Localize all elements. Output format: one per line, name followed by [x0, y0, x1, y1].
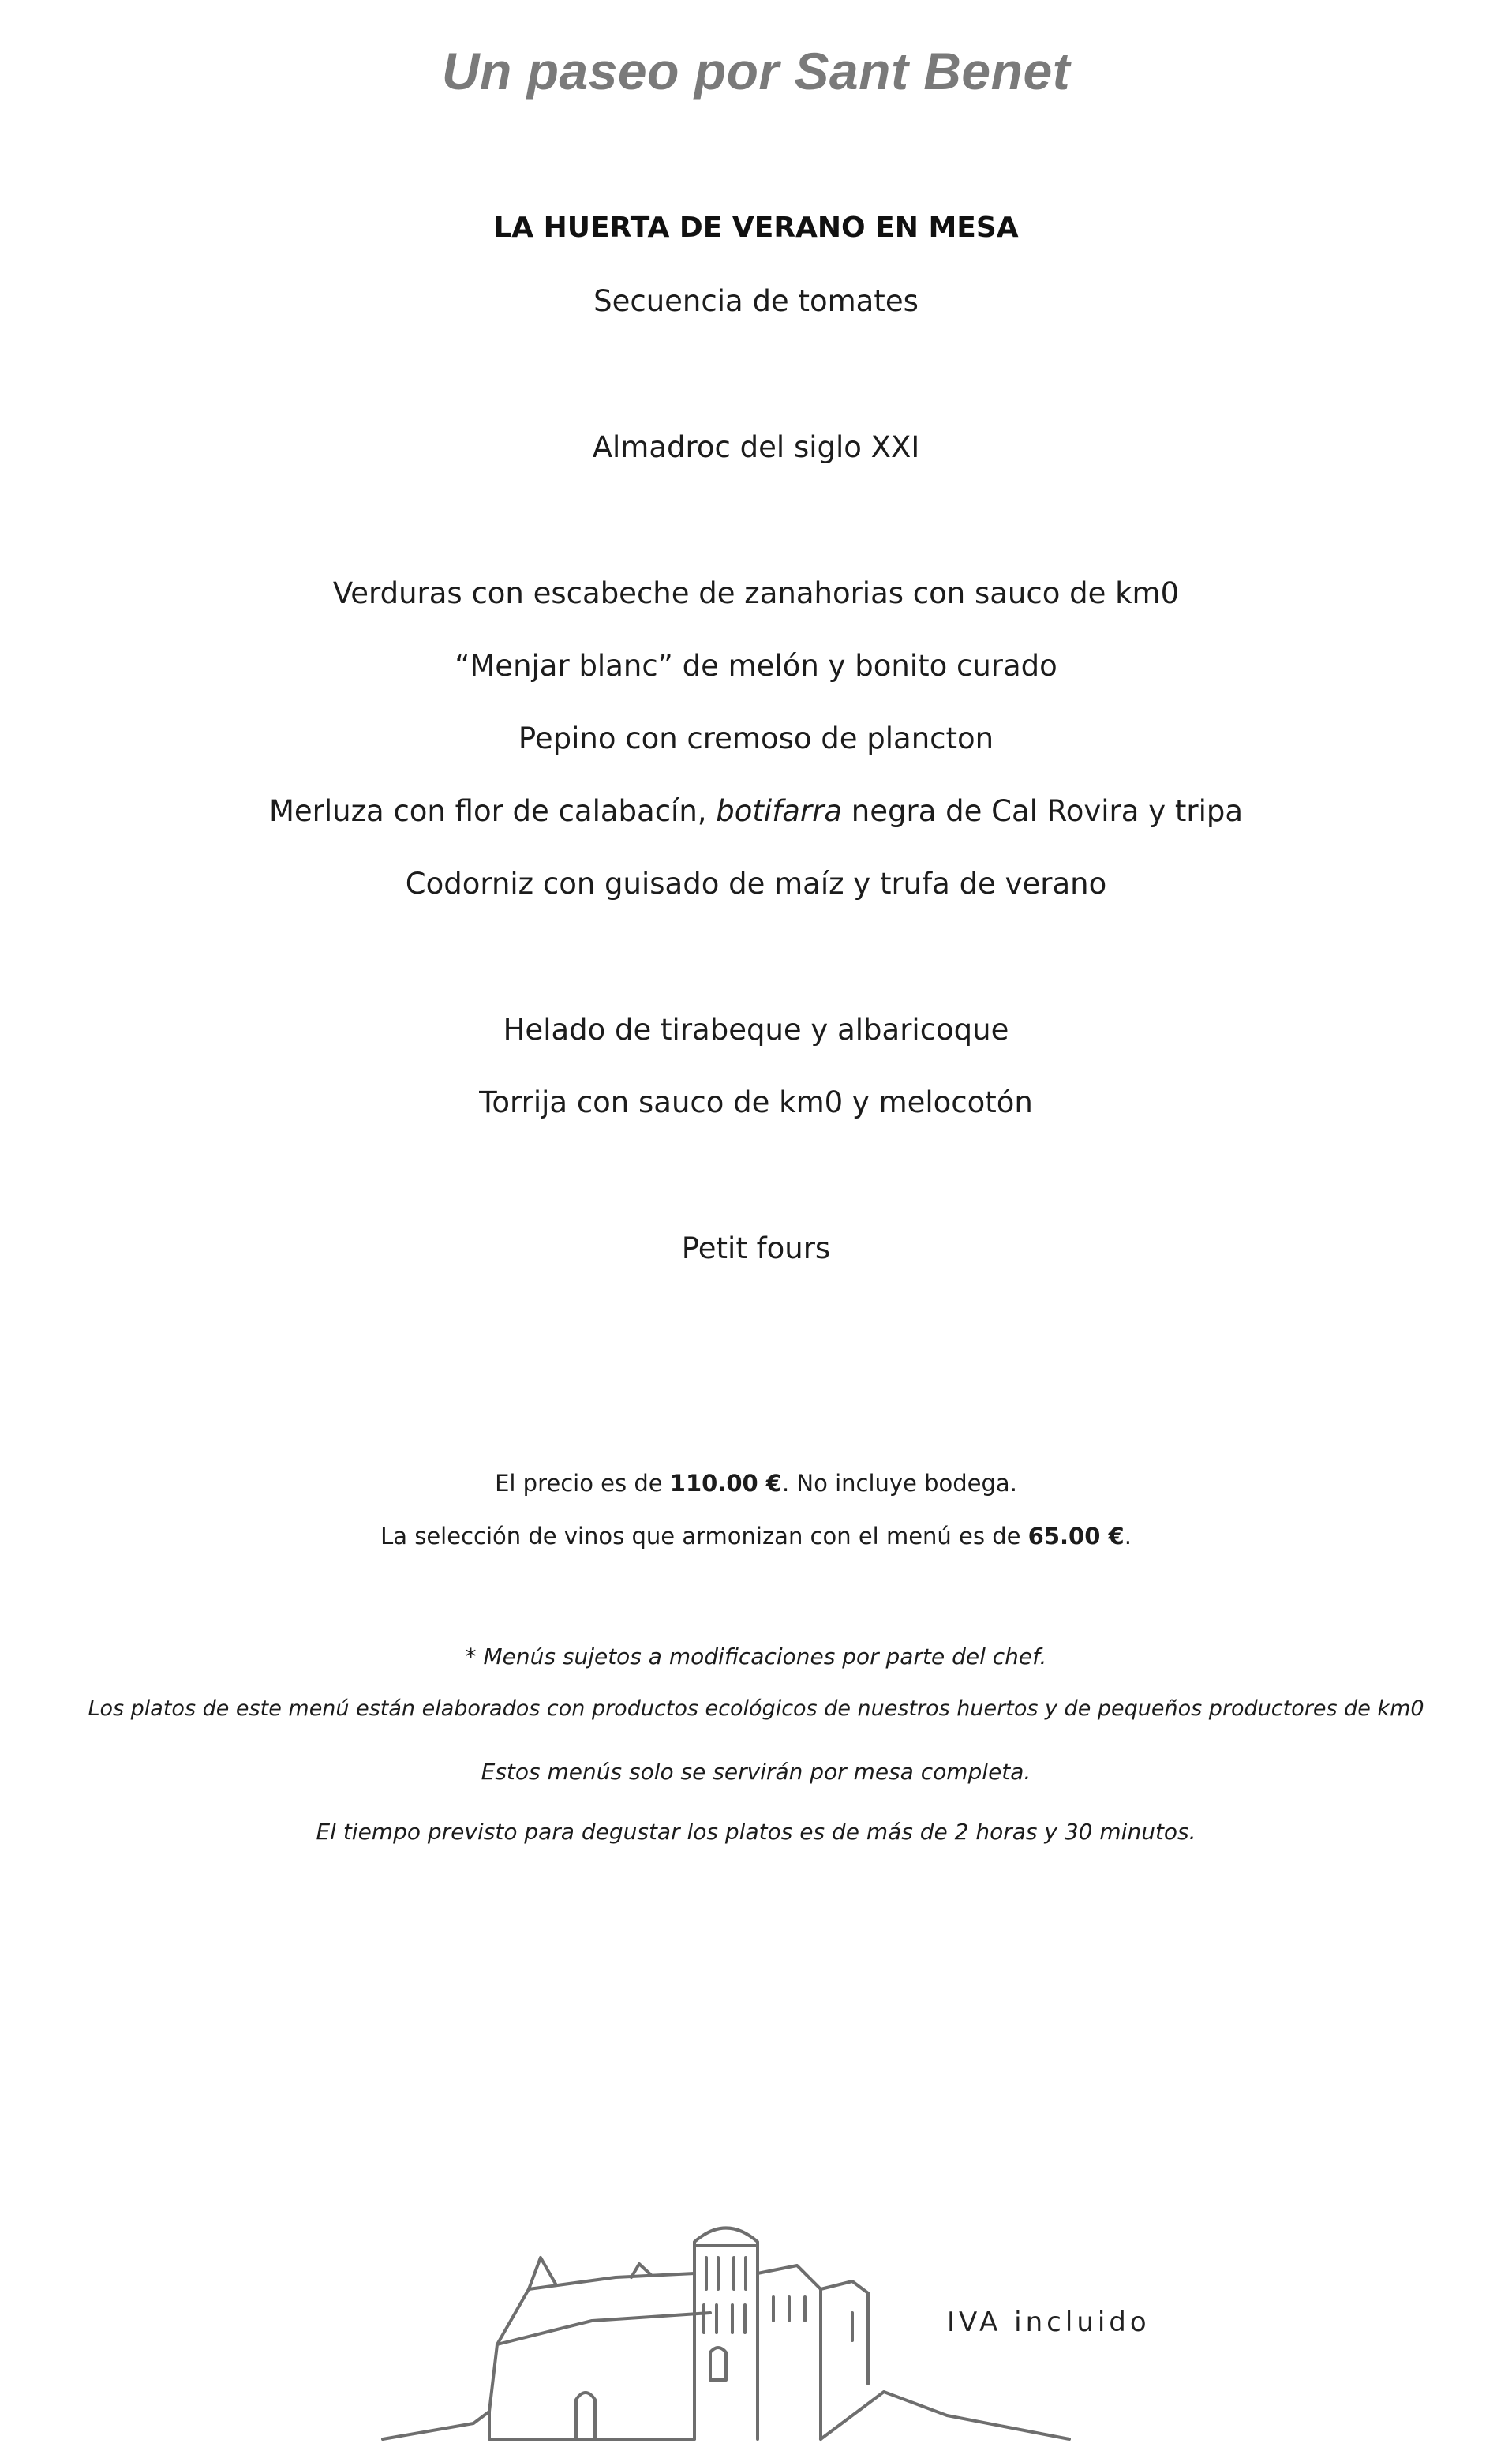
dish-item: Torrija con sauco de km0 y melocotón [479, 1085, 1033, 1119]
dish-item [0, 794, 1512, 828]
price-suffix: . No incluye bodega. [781, 1470, 1017, 1497]
wine-suffix: . [1124, 1523, 1132, 1550]
dish-item: Secuencia de tomates [593, 284, 919, 318]
wine-pairing-line [0, 1523, 1512, 1550]
wine-price-value: 65.00 € [1027, 1523, 1125, 1550]
note-full-table: Estos menús solo se servirán por mesa completa. [481, 1759, 1031, 1785]
dish-text-italic: botifarra [716, 794, 843, 828]
note-ecological-products: Los platos de este menú están elaborados con productos ecológicos de nuestros huertos y de pequeños productores de km0 [88, 1696, 1424, 1721]
dish-item: Helado de tirabeque y albaricoque [503, 1013, 1009, 1047]
dish-item: Codorniz con guisado de maíz y trufa de verano [405, 867, 1107, 901]
dish-text: negra de Cal Rovira y tripa [842, 794, 1244, 828]
note-chef-modifications: * Menús sujetos a modificaciones por parte del chef. [465, 1643, 1047, 1670]
dish-item: Almadroc del siglo XXI [592, 430, 920, 464]
menu-title: Un paseo por Sant Benet [441, 42, 1071, 100]
section-heading: LA HUERTA DE VERANO EN MESA [493, 212, 1019, 244]
dish-item: Petit fours [681, 1231, 831, 1265]
note-duration: El tiempo previsto para degustar los platos es de más de 2 horas y 30 minutos. [316, 1819, 1196, 1845]
price-prefix: El precio es de [495, 1470, 670, 1497]
tax-included-note: IVA incluido [947, 2307, 1151, 2338]
wine-prefix: La selección de vinos que armonizan con el menú es de [380, 1523, 1028, 1550]
price-line [0, 1470, 1512, 1497]
dish-item: Pepino con cremoso de plancton [518, 721, 994, 755]
price-value: 110.00 € [669, 1470, 782, 1497]
dish-item: Verduras con escabeche de zanahorias con sauco de km0 [332, 576, 1180, 610]
dish-text: Merluza con flor de calabacín, [268, 794, 717, 828]
dish-item: “Menjar blanc” de melón y bonito curado [455, 649, 1057, 683]
